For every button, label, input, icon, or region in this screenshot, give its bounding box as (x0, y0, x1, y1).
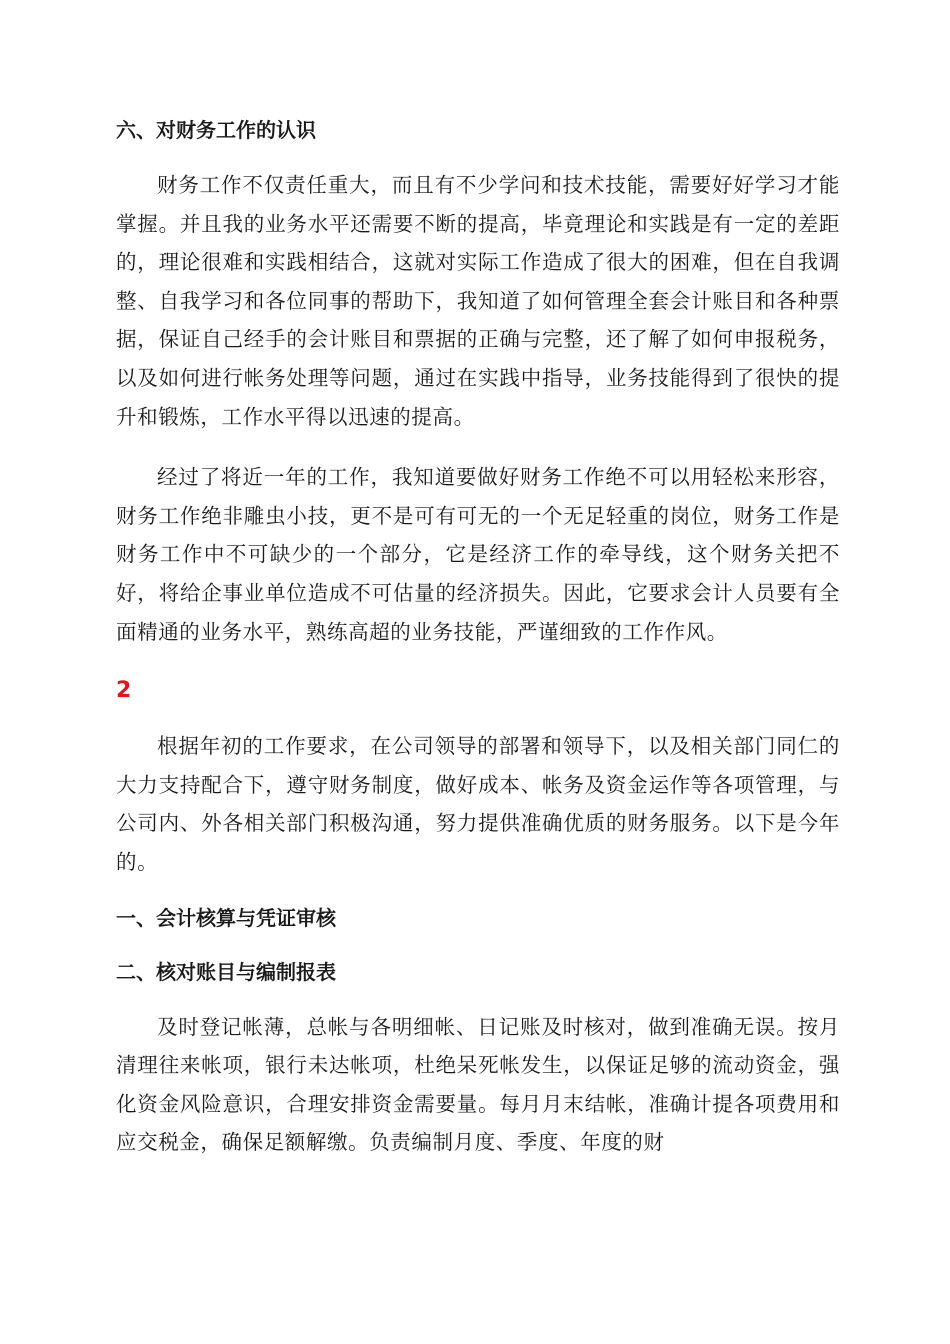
paragraph-accounts-reports: 及时登记帐薄，总帐与各明细帐、日记账及时核对，做到准确无误。按月清理往来帐项，银行未达帐项，杜绝呆死帐发生，以保证足够的流动资金，强化资金风险意识，合理安排资金需要量。每月月末结帐，准确计提各项费用和应交税金，确保足额解缴。负责编制月度、季度、年度的财 (116, 1014, 840, 1155)
paragraph-finance-experience: 经过了将近一年的工作，我知道要做好财务工作绝不可以用轻松来形容，财务工作绝非雕虫小技，更不是可有可无的一个无足轻重的岗位，财务工作是财务工作中不可缺少的一个部分，它是经济工作的牵导线，这个财务关把不好，将给企事业单位造成不可估量的经济损失。因此，它要求会计人员要有全面精通的业务水平，熟练高超的业务技能，严谨细致的工作作风。 (116, 465, 840, 644)
document-body (116, 112, 840, 1162)
paragraph-finance-understanding: 财务工作不仅责任重大，而且有不少学问和技术技能，需要好好学习才能掌握。并且我的业务水平还需要不断的提高，毕竟理论和实践是有一定的差距的，理论很难和实践相结合，这就对实际工作造成了很大的困难，但在自我调整、自我学习和各位同事的帮助下，我知道了如何管理全套会计账目和各种票据，保证自己经手的会计账目和票据的正确与完整，还了解了如何申报税务，以及如何进行帐务处理等问题，通过在实践中指导，业务技能得到了很快的提升和锻炼，工作水平得以迅速的提高。 (116, 173, 840, 429)
section-number: 2 (116, 678, 132, 704)
section-heading-two: 二、核对账目与编制报表 (116, 959, 336, 984)
paragraph-intro: 根据年初的工作要求，在公司领导的部署和领导下，以及相关部门同仁的大力支持配合下，遵守财务制度，做好成本、帐务及资金运作等各项管理，与公司内、外各相关部门积极沟通，努力提供准确优质的财务服务。以下是今年的。 (116, 734, 840, 874)
section-heading-one: 一、会计核算与凭证审核 (116, 905, 336, 930)
section-heading-six: 六、对财务工作的认识 (116, 118, 316, 142)
